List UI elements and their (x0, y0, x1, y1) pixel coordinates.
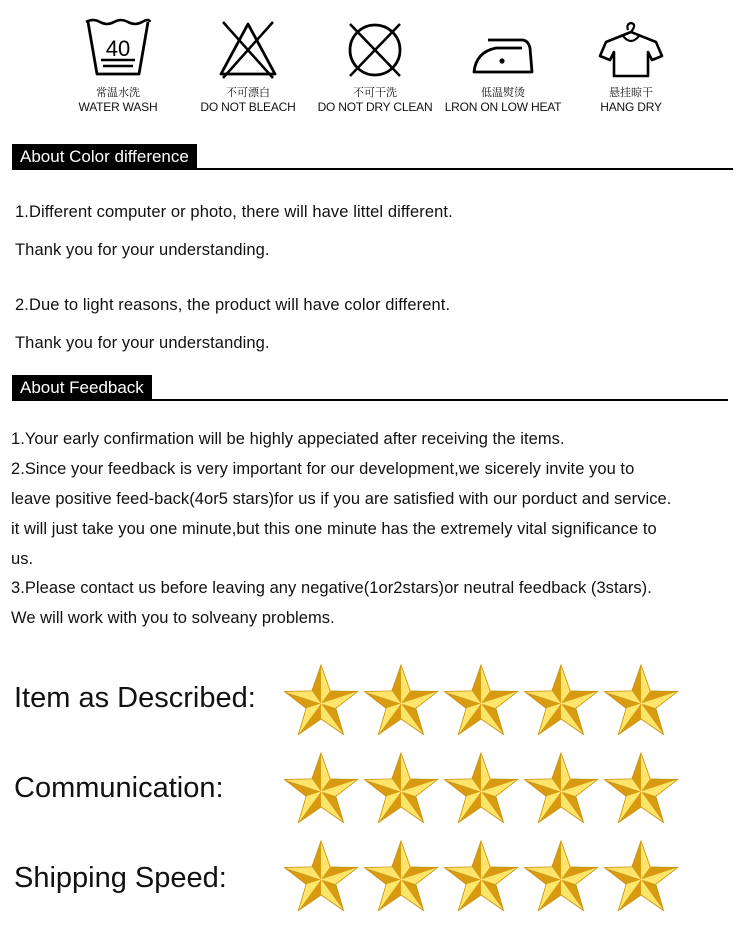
feedback-line: it will just take you one minute,but this one minute has the extremely vital significance to (11, 520, 657, 538)
care-label-en: DO NOT DRY CLEAN (317, 100, 433, 114)
star-icon (360, 748, 442, 830)
rating-label-communication: Communication: (14, 772, 224, 804)
svg-text:40: 40 (105, 36, 131, 61)
star-icon (440, 660, 522, 742)
care-item-water-wash (48, 14, 188, 115)
care-label-en: DO NOT BLEACH (200, 100, 296, 114)
color-note-line: Thank you for your understanding. (15, 241, 270, 259)
hang-dry-icon (596, 14, 666, 80)
star-icon (520, 836, 602, 918)
star-icon (520, 748, 602, 830)
star-icon (360, 836, 442, 918)
star-icon (600, 748, 682, 830)
star-icon (280, 836, 362, 918)
color-section-title: About Color difference (12, 144, 197, 170)
feedback-section-header (12, 375, 728, 401)
iron-low-heat-icon (468, 14, 538, 80)
section-divider (12, 399, 728, 401)
star-icon (440, 748, 522, 830)
care-item-no-dry-clean (305, 14, 445, 115)
care-label-cn: 常温水洗 (96, 86, 140, 99)
feedback-line: us. (11, 550, 34, 568)
feedback-line: 2.Since your feedback is very important for our development,we sicerely invite you to (11, 460, 635, 478)
feedback-line: 1.Your early confirmation will be highly appeciated after receiving the items. (11, 430, 565, 448)
feedback-section-title: About Feedback (12, 375, 152, 401)
care-instructions (0, 0, 750, 135)
rating-label-shipping-speed: Shipping Speed: (14, 862, 227, 894)
star-icon (520, 660, 602, 742)
color-section-header (12, 144, 733, 170)
care-label-cn: 低温熨烫 (481, 86, 525, 99)
care-item-hang-dry (561, 14, 701, 115)
star-icon (280, 748, 362, 830)
care-label-en: WATER WASH (78, 100, 158, 114)
care-label-en: HANG DRY (600, 100, 662, 114)
color-note-line: Thank you for your understanding. (15, 334, 270, 352)
feedback-line: 3.Please contact us before leaving any negative(1or2stars)or neutral feedback (3stars). (11, 579, 652, 597)
care-item-iron-low (433, 14, 573, 115)
water-wash-40-icon (83, 14, 153, 80)
care-label-cn: 不可漂白 (226, 86, 270, 99)
star-icon (360, 660, 442, 742)
rating-label-item-as-described: Item as Described: (14, 682, 256, 714)
section-divider (12, 168, 733, 170)
care-label-cn: 不可干洗 (353, 86, 397, 99)
care-label-en: LRON ON LOW HEAT (444, 100, 562, 114)
star-icon (600, 836, 682, 918)
star-icon (600, 660, 682, 742)
care-label-cn: 悬挂晾干 (609, 86, 653, 99)
feedback-line: leave positive feed-back(4or5 stars)for us if you are satisfied with our porduct and service. (11, 490, 672, 508)
color-note-line: 1.Different computer or photo, there will have littel different. (15, 203, 453, 221)
star-icon (280, 660, 362, 742)
color-note-line: 2.Due to light reasons, the product will have color different. (15, 296, 451, 314)
care-item-no-bleach (178, 14, 318, 115)
do-not-bleach-icon (213, 14, 283, 80)
star-icon (440, 836, 522, 918)
do-not-dry-clean-icon (340, 14, 410, 80)
feedback-line: We will work with you to solveany problems. (11, 609, 335, 627)
